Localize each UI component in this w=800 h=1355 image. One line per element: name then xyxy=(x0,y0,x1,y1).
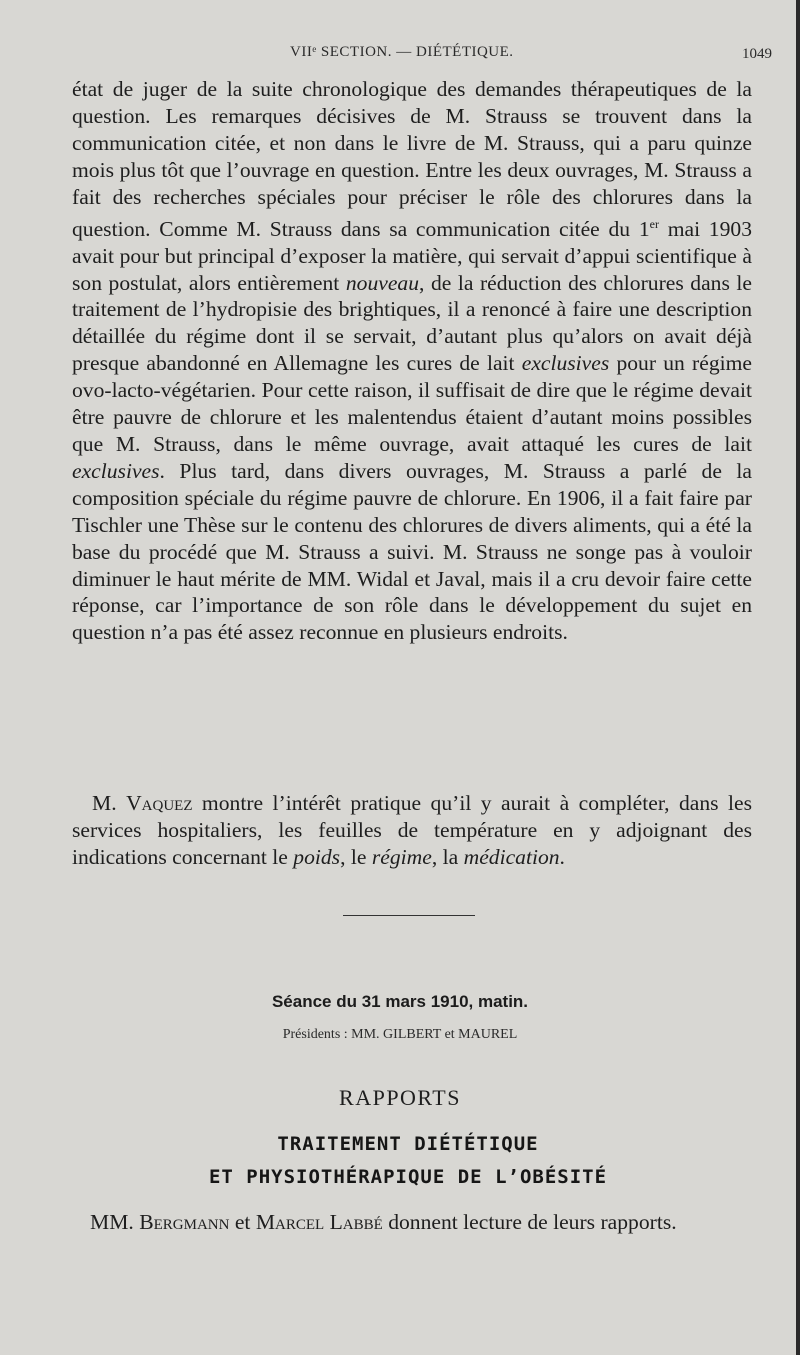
emphasis-regime: régime xyxy=(371,844,432,869)
lecture-text: et xyxy=(229,1210,256,1234)
superscript-er: er xyxy=(649,216,659,231)
paragraph-strauss xyxy=(72,76,752,646)
seance-heading: Séance du 31 mars 1910, matin. xyxy=(271,992,529,1011)
lecture-text: MM. xyxy=(90,1210,140,1234)
presidents-line: Présidents : MM. GILBERT et MAUREL xyxy=(282,1027,518,1042)
paragraph-text: M. xyxy=(92,791,127,815)
section-title-rapports: RAPPORTS xyxy=(339,1085,461,1110)
paragraph-vaquez xyxy=(72,790,752,871)
running-head: VIIᵉ SECTION. — DIÉTÉTIQUE. xyxy=(290,44,514,60)
author-name: Marcel Labbé xyxy=(255,1210,383,1234)
page-edge-shadow xyxy=(796,0,800,1355)
paragraph-text: mai 1903 avait pour but principal d’exposer la matière, qui servait d’appui scientifique à son postulat, alors entièrement xyxy=(72,216,752,295)
emphasis-exclusives: exclusives xyxy=(521,351,610,376)
paragraph-text: , de la réduction des chlorures dans le traitement de l’hydropisie des brightiques, il a renoncé à faire une description détaillée du régime dont il se servait, d’autant plus qu’alors on avait déjà presque abandonné en Allemagne les cures de lait xyxy=(72,270,752,376)
report-title-line-1: TRAITEMENT DIÉTÉTIQUE xyxy=(277,1133,539,1155)
paragraph-text: . xyxy=(559,844,565,869)
divider-rule xyxy=(343,915,475,916)
page-number: 1049 xyxy=(742,46,772,62)
paragraph-text: , le xyxy=(340,844,372,869)
emphasis-nouveau: nouveau xyxy=(345,270,419,295)
emphasis-medication: médication xyxy=(463,844,560,869)
author-name: Bergmann xyxy=(139,1210,230,1234)
report-title-line-2: ET PHYSIOTHÉRAPIQUE DE L’OBÉSITÉ xyxy=(208,1166,608,1188)
emphasis-exclusives: exclusives xyxy=(72,458,160,483)
speaker-name: Vaquez xyxy=(126,791,193,815)
lecture-line xyxy=(90,1210,760,1235)
paragraph-text: montre l’intérêt pratique qu’il y aurait à compléter, dans les services hospitaliers, les feuilles de température en y adjoignant des indications concernant le xyxy=(72,791,753,869)
paragraph-text: , la xyxy=(431,844,464,869)
paragraph-text: pour un régime ovo-lacto-végétarien. Pour cette raison, il suffisait de dire que le régime devait être pauvre de chlorure et les malentendus étaient d’autant moins possibles que M. Strauss, dans le même ouvrage, avait attaqué les cures de lait xyxy=(72,351,752,456)
paragraph-text: état de juger de la suite chronologique des demandes thérapeutiques de la question. Les remarques décisives de M. Strauss se trouvent dans la communication citée, et non dans le livre de M. Strauss, qui a paru quinze mois plus tôt que l’ouvrage en question. Entre les deux ouvrages, M. Strauss a fait des recherches spéciales pour préciser le rôle des chlorures dans la question. Comme M. Strauss dans sa communication citée du 1 xyxy=(72,77,752,241)
paragraph-text: . Plus tard, dans divers ouvrages, M. Strauss a parlé de la composition spéciale du régime pauvre de chlorure. En 1906, il a fait faire par Tischler une Thèse sur le contenu des chlorures de divers aliments, qui a été la base du procédé que M. Strauss a suivi. M. Strauss ne songe pas à vouloir diminuer le haut mérite de MM. Widal et Javal, mais il a cru devoir faire cette réponse, car l’importance de son rôle dans le développement du sujet en question n’a pas été assez reconnue en plusieurs endroits. xyxy=(72,458,752,645)
lecture-text: donnent lecture de leurs rapports. xyxy=(382,1210,677,1234)
emphasis-poids: poids xyxy=(293,844,341,869)
